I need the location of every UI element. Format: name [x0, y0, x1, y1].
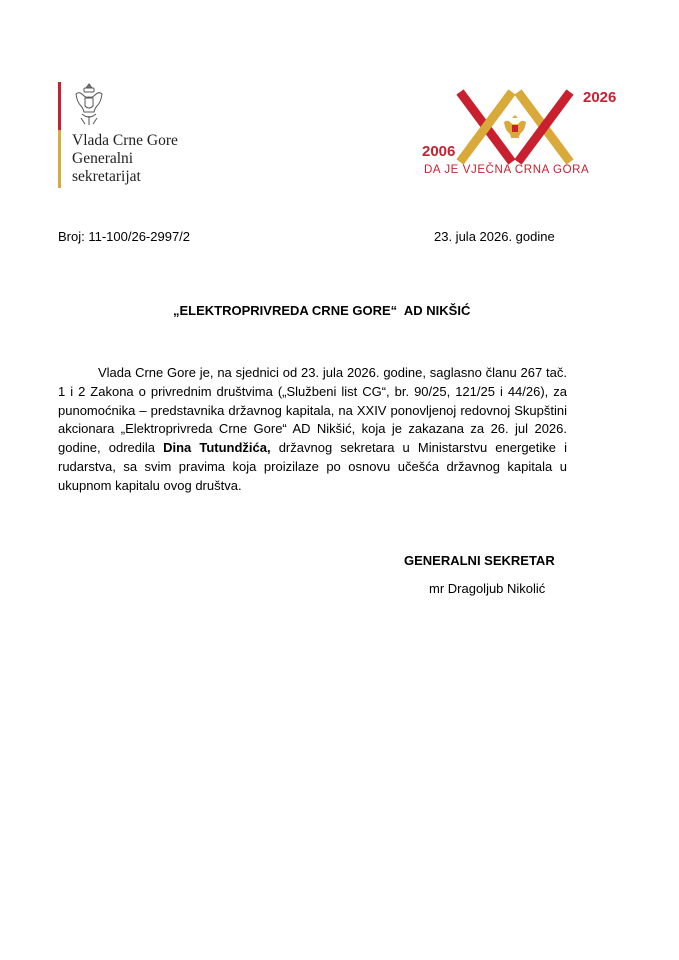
document-reference: Broj: 11-100/26-2997/2: [58, 229, 191, 244]
anniversary-start-year: 2006: [422, 143, 456, 160]
montenegro-coat-of-arms-icon: [72, 82, 106, 128]
anniversary-motto: DA JE VJEČNA CRNA GORA: [424, 164, 590, 176]
body-text-part-2: državnog sekretara u Ministarstvu energetike i rudarstva, sa svim pravima koja proizilaze po osnovu učešća državnog kapitala u ukupnom kapitalu ovog društva.: [58, 440, 567, 493]
government-line-2: Generalni: [72, 150, 134, 167]
government-name: [72, 132, 212, 186]
anniversary-xx-logo-icon: [456, 86, 578, 170]
body-paragraph: [58, 364, 567, 496]
gold-rule: [58, 130, 61, 188]
anniversary-end-year: 2026: [583, 89, 617, 106]
signer-title: GENERALNI SEKRETAR: [404, 553, 555, 568]
red-rule: [58, 82, 61, 130]
document-date: 23. jula 2026. godine: [434, 229, 555, 244]
appointee-name: Dina Tutundžića,: [163, 440, 271, 456]
anniversary-logo: [418, 86, 628, 182]
signer-name: mr Dragoljub Nikolić: [429, 581, 546, 596]
document-title: „ELEKTROPRIVREDA CRNE GORE“ AD NIKŠIĆ: [173, 303, 471, 318]
body-text-part-1: Vlada Crne Gore je, na sjednici od 23. jula 2026. godine, saglasno članu 267 tač. 1 i 2 Zakona o privrednim društvima („Službeni list CG“, br. 90/25, 121/25 i 44/26), za punomoćnika – predstavnika državnog kapitala, na XXIV ponovljenoj redovnoj Skupštini akcionara „Elektroprivreda Crne Gore“ AD Nikšić, koja je zakazana za 26. jul 2026. godine, odredila: [58, 365, 567, 456]
government-line-3: sekretarijat: [72, 168, 141, 185]
government-line-1: Vlada Crne Gore: [72, 132, 178, 149]
